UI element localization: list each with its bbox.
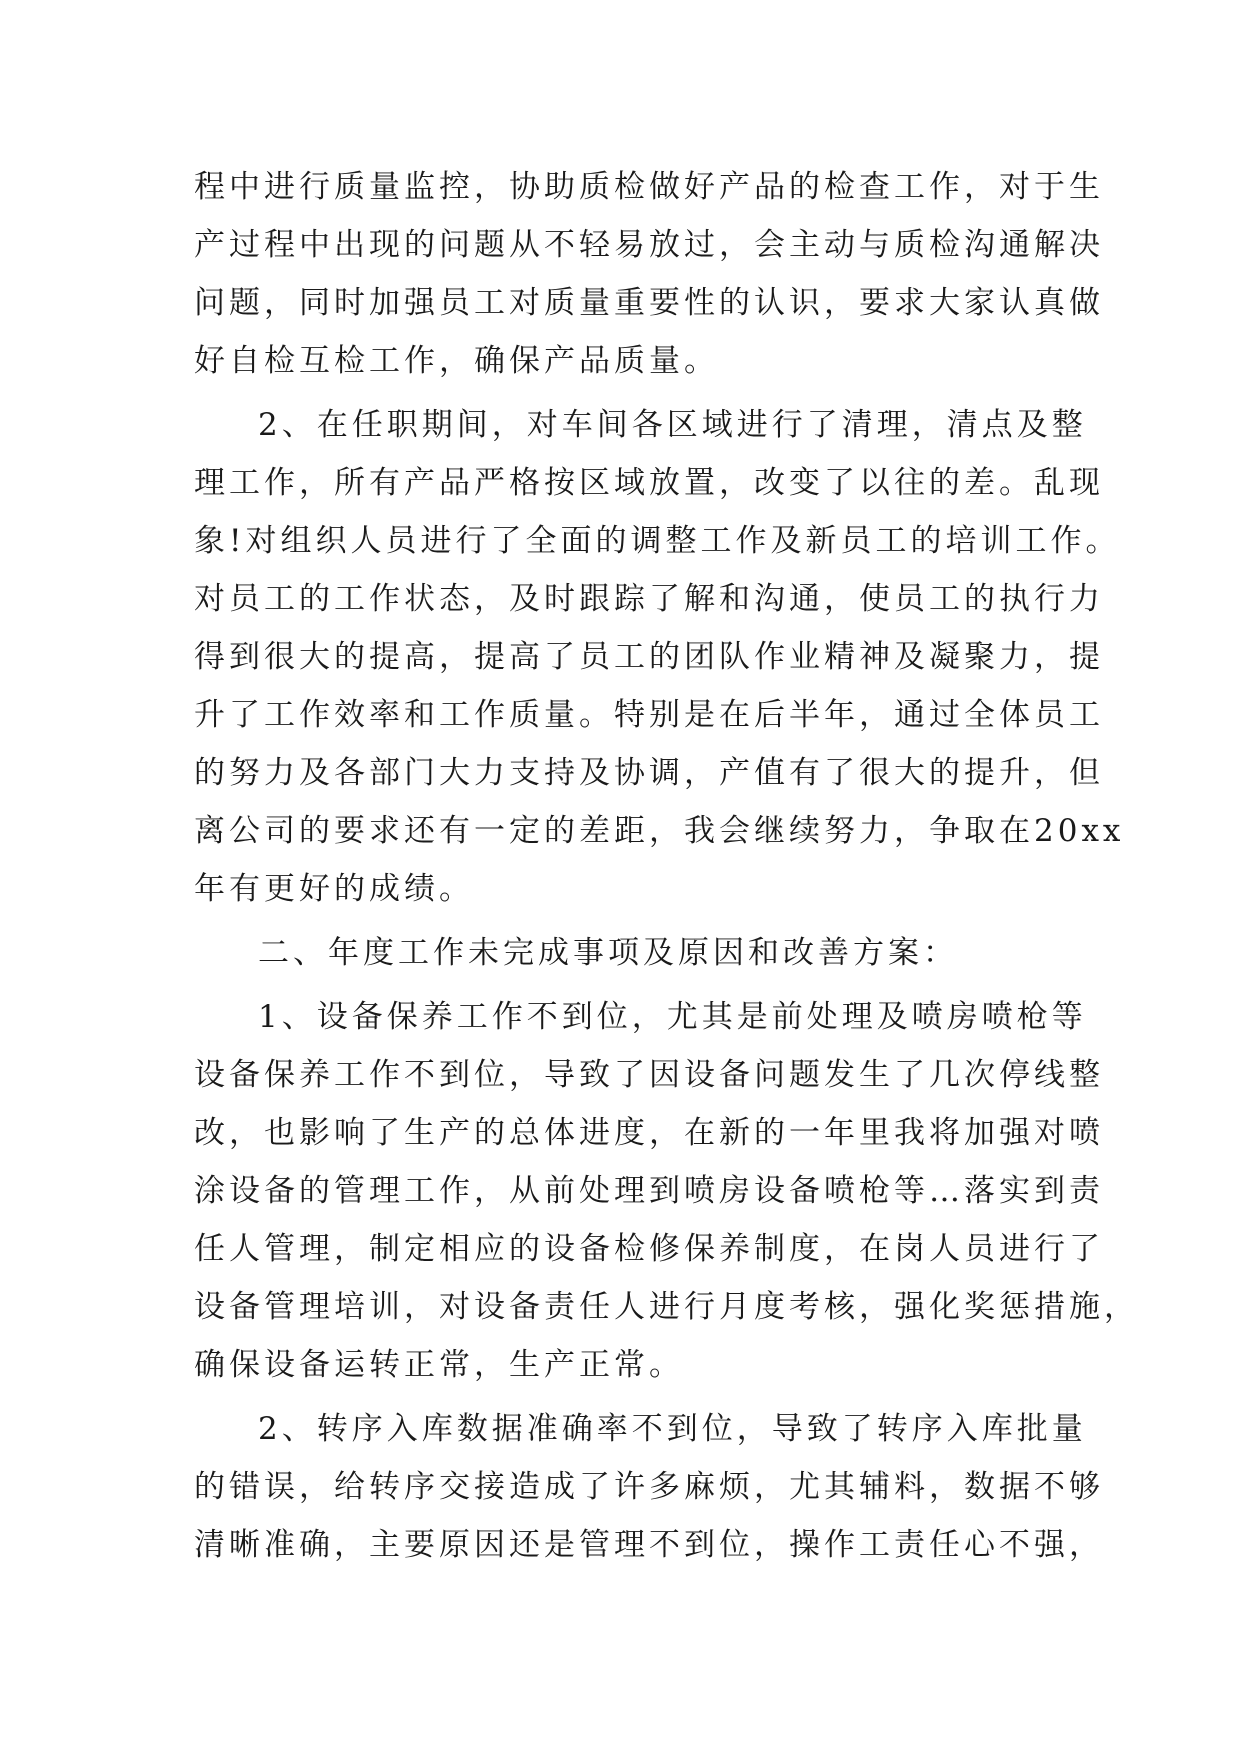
text-line: 2、转序入库数据准确率不到位，导致了转序入库批量: [258, 1411, 1087, 1447]
text-line: 好自检互检工作，确保产品质量。: [194, 343, 719, 379]
text-line: 任人管理，制定相应的设备检修保养制度，在岗人员进行了: [194, 1231, 1104, 1267]
text-line: 升了工作效率和工作质量。特别是在后半年，通过全体员工: [194, 697, 1104, 733]
text-line: 程中进行质量监控，协助质检做好产品的检查工作，对于生: [194, 169, 1104, 205]
text-line: 涂设备的管理工作，从前处理到喷房设备喷枪等…落实到责: [194, 1173, 1104, 1209]
paragraph-workshop-cleanup: [194, 396, 1125, 918]
text-line: 离公司的要求还有一定的差距，我会继续努力，争取在20xx: [194, 813, 1125, 849]
text-line: 问题，同时加强员工对质量重要性的认识，要求大家认真做: [194, 285, 1104, 321]
text-line: 设备管理培训，对设备责任人进行月度考核，强化奖惩措施，: [194, 1289, 1139, 1325]
section-heading: [194, 924, 1054, 982]
text-line: 确保设备运转正常，生产正常。: [194, 1347, 684, 1383]
text-line: 对员工的工作状态，及时跟踪了解和沟通，使员工的执行力: [194, 581, 1104, 617]
document-body: [194, 158, 1139, 1574]
text-line: 2、在任职期间，对车间各区域进行了清理，清点及整: [258, 407, 1087, 443]
text-line: 清晰准确，主要原因还是管理不到位，操作工责任心不强，: [194, 1527, 1104, 1563]
text-line: 产过程中出现的问题从不轻易放过，会主动与质检沟通解决: [194, 227, 1104, 263]
section-heading-text: 二、年度工作未完成事项及原因和改善方案：: [258, 935, 958, 971]
paragraph-equipment-maintenance: [194, 988, 1139, 1394]
paragraph-quality-control: [194, 158, 1104, 390]
text-line: 理工作，所有产品严格按区域放置，改变了以往的差。乱现: [194, 465, 1104, 501]
text-line: 年有更好的成绩。: [194, 871, 474, 907]
text-line: 得到很大的提高，提高了员工的团队作业精神及凝聚力，提: [194, 639, 1104, 675]
text-line: 改，也影响了生产的总体进度，在新的一年里我将加强对喷: [194, 1115, 1104, 1151]
text-line: 的错误，给转序交接造成了许多麻烦，尤其辅料，数据不够: [194, 1469, 1104, 1505]
paragraph-warehouse-data: [194, 1400, 1104, 1574]
text-line: 的努力及各部门大力支持及协调，产值有了很大的提升，但: [194, 755, 1104, 791]
text-line: 1、设备保养工作不到位，尤其是前处理及喷房喷枪等: [258, 999, 1087, 1035]
text-line: 象!对组织人员进行了全面的调整工作及新员工的培训工作。: [194, 523, 1121, 559]
text-line: 设备保养工作不到位，导致了因设备问题发生了几次停线整: [194, 1057, 1104, 1093]
